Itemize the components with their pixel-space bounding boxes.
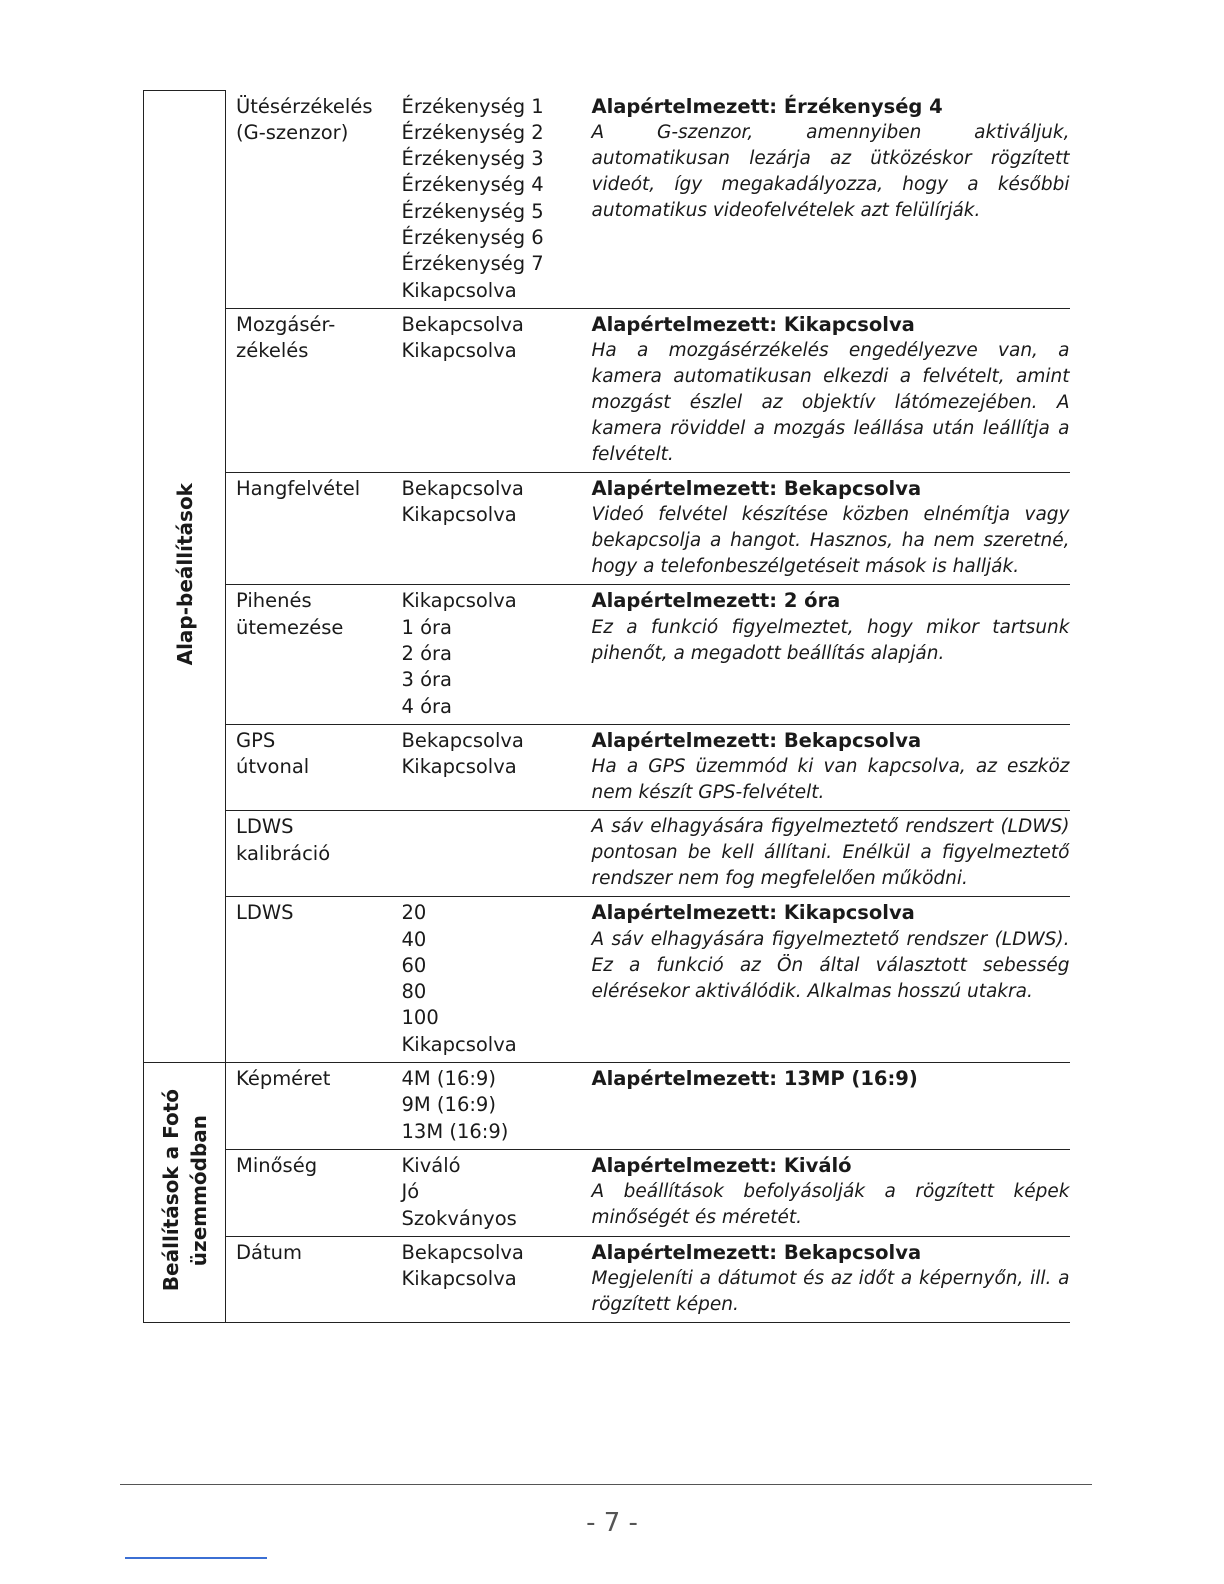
table-row: [144, 811, 1070, 897]
setting-description: Videó felvétel készítése közben elnémítja vagy bekapcsolja a hangot. Hasznos, ha nem szeretné, hogy a telefonbeszélgetéseit mások is hallják.: [591, 504, 1070, 578]
setting-option: Érzékenység 6: [401, 225, 544, 249]
setting-description: A beállítások befolyásolják a rögzített képek minőségét és méretét.: [591, 1181, 1070, 1229]
setting-name: Mozgásér- zékelés: [236, 312, 336, 363]
setting-option: 1 óra: [401, 615, 453, 639]
setting-description: Ha a GPS üzemmód ki van kapcsolva, az eszköz nem készít GPS-felvételt.: [591, 756, 1070, 804]
table-row: [144, 897, 1070, 1063]
setting-option: Szokványos: [401, 1206, 517, 1230]
setting-option: Érzékenység 4: [401, 173, 544, 197]
default-value: Alapértelmezett: 2 óra: [591, 589, 841, 613]
default-value: Alapértelmezett: Bekapcsolva: [591, 477, 922, 501]
setting-name: LDWS: [236, 901, 294, 925]
default-value: Alapértelmezett: Kikapcsolva: [591, 901, 915, 925]
setting-option: 3 óra: [401, 668, 453, 692]
table-row: [144, 1149, 1070, 1236]
setting-options-cell: [402, 308, 592, 472]
default-value: Alapértelmezett: Kiváló: [591, 1153, 852, 1177]
footer-divider: [120, 1484, 1092, 1485]
setting-description-cell: [592, 1149, 1070, 1236]
default-value: Alapértelmezett: 13MP (16:9): [591, 1067, 918, 1091]
setting-options-cell: [402, 724, 592, 810]
setting-name-cell: [226, 473, 402, 585]
setting-description-cell: [592, 473, 1070, 585]
setting-option: Kikapcsolva: [401, 503, 517, 527]
setting-option: 20: [401, 901, 427, 925]
setting-option: Jó: [401, 1180, 420, 1204]
setting-name: Minőség: [236, 1153, 318, 1177]
setting-description-cell: [592, 308, 1070, 472]
group-label: Alap-beállítások: [172, 483, 197, 666]
setting-option: Érzékenység 7: [401, 252, 544, 276]
setting-option: 100: [401, 1006, 439, 1030]
setting-option: Kikapcsolva: [401, 278, 517, 302]
group-label: Beállítások a Fotó üzemmódban: [158, 1089, 211, 1292]
setting-option: 13M (16:9): [401, 1119, 509, 1143]
table-row: [144, 1236, 1070, 1322]
default-value: Alapértelmezett: Kikapcsolva: [591, 312, 915, 336]
setting-description-cell: [592, 1236, 1070, 1322]
table-row: [144, 585, 1070, 724]
setting-name-cell: [226, 1063, 402, 1150]
setting-option: Kikapcsolva: [401, 1267, 517, 1291]
setting-option: Érzékenység 1: [401, 94, 544, 118]
settings-table-body: [144, 91, 1070, 1323]
setting-option: Kiváló: [401, 1153, 461, 1177]
setting-option: Érzékenység 2: [401, 120, 544, 144]
setting-option: 4M (16:9): [401, 1067, 496, 1091]
setting-name-cell: [226, 1236, 402, 1322]
setting-description: Ha a mozgásérzékelés engedélyezve van, a kamera automatikusan elkezdi a felvételt, amint mozgást észlel az objektív látómezejében. A kamera röviddel a mozgás leállása után leállítja a felvételt.: [591, 340, 1070, 466]
setting-description-cell: [592, 1063, 1070, 1150]
setting-description-cell: [592, 897, 1070, 1063]
setting-option: 9M (16:9): [401, 1093, 496, 1117]
setting-option: Bekapcsolva: [401, 1240, 524, 1264]
setting-name-cell: [226, 1149, 402, 1236]
setting-option: 4 óra: [401, 694, 453, 718]
setting-options-cell: [402, 811, 592, 897]
setting-options-cell: [402, 585, 592, 724]
setting-description-cell: [592, 724, 1070, 810]
setting-option: Kikapcsolva: [401, 589, 517, 613]
settings-table: [143, 90, 1070, 1323]
default-value: Alapértelmezett: Bekapcsolva: [591, 1240, 922, 1264]
setting-description-cell: [592, 91, 1070, 309]
group-header-cell: [144, 1063, 226, 1323]
setting-description: A G-szenzor, amennyiben aktiváljuk, automatikusan lezárja az ütközéskor rögzített videót, így megakadályozza, hogy a későbbi automatikus videofelvételek azt felülírják.: [591, 121, 1070, 221]
setting-description: A sáv elhagyására figyelmeztető rendszert (LDWS) pontosan be kell állítani. Enélkül a figyelmeztető rendszer nem fog megfelelően működni.: [591, 816, 1070, 890]
table-row: [144, 473, 1070, 585]
setting-options-cell: [402, 1236, 592, 1322]
setting-name: Pihenés ütemezése: [236, 589, 344, 639]
page-number: - 7 -: [586, 1508, 638, 1538]
setting-option: 60: [401, 953, 427, 977]
setting-name-cell: [226, 308, 402, 472]
setting-option: Kikapcsolva: [401, 1032, 517, 1056]
default-value: Alapértelmezett: Bekapcsolva: [591, 728, 922, 752]
setting-name-cell: [226, 897, 402, 1063]
setting-description-cell: [592, 585, 1070, 724]
setting-option: Kikapcsolva: [401, 755, 517, 779]
setting-name: Képméret: [236, 1067, 331, 1091]
setting-option: Bekapcsolva: [401, 728, 524, 752]
setting-name: Dátum: [236, 1240, 302, 1264]
setting-option: 40: [401, 927, 427, 951]
setting-name-cell: [226, 724, 402, 810]
setting-options-cell: [402, 1063, 592, 1150]
setting-option: Érzékenység 3: [401, 147, 544, 171]
setting-name: LDWS kalibráció: [236, 815, 331, 865]
default-value: Alapértelmezett: Érzékenység 4: [591, 94, 943, 118]
setting-description-cell: [592, 811, 1070, 897]
setting-options-cell: [402, 91, 592, 309]
footnote-link-underline: [125, 1557, 267, 1559]
table-row: [144, 308, 1070, 472]
setting-description: Ez a funkció figyelmeztet, hogy mikor tartsunk pihenőt, a megadott beállítás alapján.: [591, 616, 1070, 664]
table-row: [144, 1063, 1070, 1150]
setting-name-cell: [226, 91, 402, 309]
setting-options-cell: [402, 1149, 592, 1236]
setting-option: Bekapcsolva: [401, 477, 524, 501]
setting-option: Kikapcsolva: [401, 339, 517, 363]
setting-option: 2 óra: [401, 642, 453, 666]
setting-option: 80: [401, 980, 427, 1004]
table-row: [144, 724, 1070, 810]
setting-option: Érzékenység 5: [401, 199, 544, 223]
group-header-cell: [144, 91, 226, 1063]
setting-options-cell: [402, 897, 592, 1063]
setting-name: GPS útvonal: [236, 728, 310, 779]
setting-description: A sáv elhagyására figyelmeztető rendszer (LDWS). Ez a funkció az Ön által választott sebesség elérésekor aktiválódik. Alkalmas hosszú utakra.: [591, 928, 1070, 1002]
setting-options-cell: [402, 473, 592, 585]
table-row: [144, 91, 1070, 309]
setting-option: Bekapcsolva: [401, 312, 524, 336]
setting-name: Hangfelvétel: [236, 477, 361, 501]
setting-description: Megjeleníti a dátumot és az időt a képernyőn, ill. a rögzített képen.: [591, 1268, 1070, 1316]
setting-name: Ütésérzékelés (G-szenzor): [236, 94, 373, 144]
setting-name-cell: [226, 811, 402, 897]
setting-name-cell: [226, 585, 402, 724]
